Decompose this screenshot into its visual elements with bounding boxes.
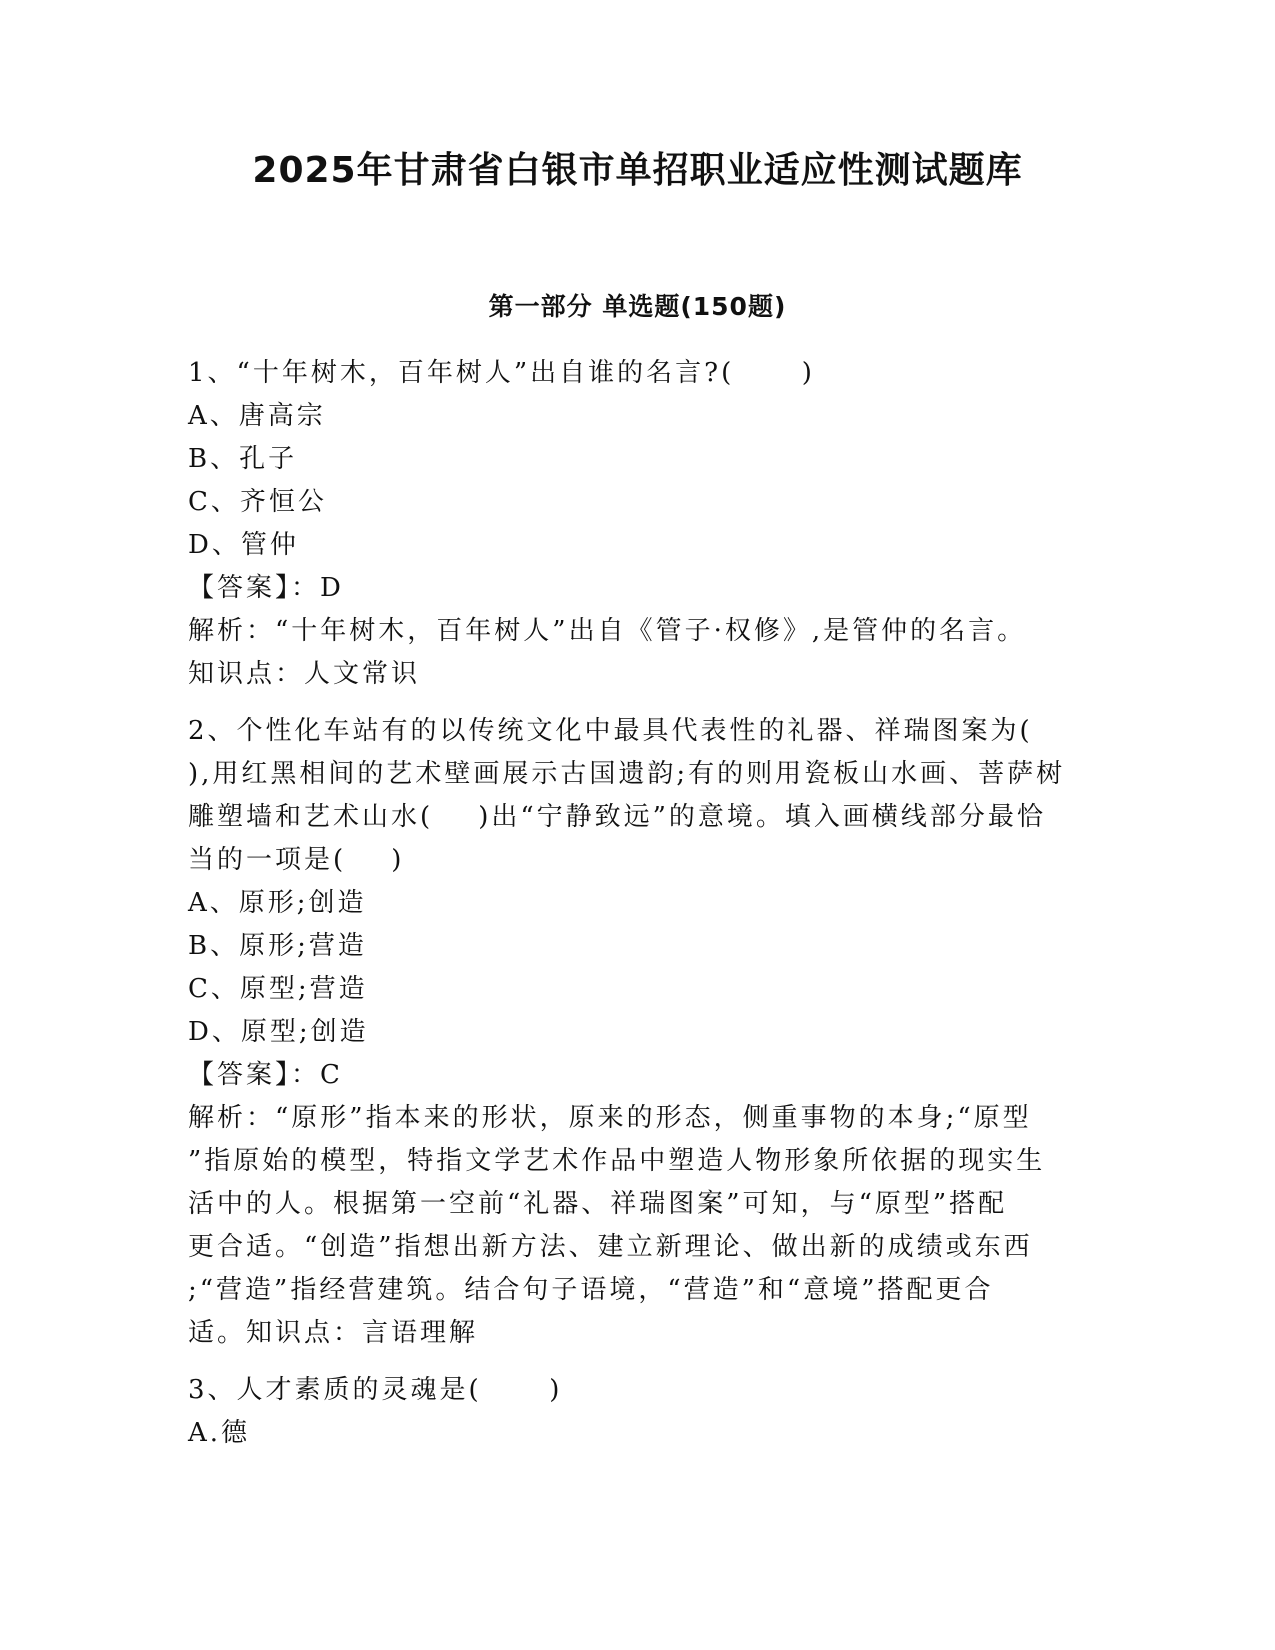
question-1-knowledge-point: 知识点：人文常识 <box>188 659 421 689</box>
question-3-option-a: A.德 <box>188 1418 251 1448</box>
question-1-option-a: A、唐高宗 <box>188 401 326 431</box>
question-1 <box>188 352 1078 696</box>
question-1-option-d: D、管仲 <box>188 530 299 560</box>
question-1-analysis: 解析：“十年树木，百年树人”出自《管子·权修》,是管仲的名言。 <box>188 616 1027 646</box>
question-list <box>188 352 1078 1469</box>
question-2-answer: 【答案】：C <box>188 1060 343 1090</box>
question-2-stem-line: 2、个性化车站有的以传统文化中最具代表性的礼器、祥瑞图案为( <box>188 716 1033 746</box>
question-2-stem-line: ),用红黑相间的艺术壁画展示古国遗韵;有的则用瓷板山水画、菩萨树 <box>188 759 1066 789</box>
question-2-analysis-line: ;“营造”指经营建筑。结合句子语境，“营造”和“意境”搭配更合 <box>188 1275 994 1305</box>
question-3-stem: 3、人才素质的灵魂是( ) <box>188 1375 563 1405</box>
question-2-analysis-line: 适。知识点：言语理解 <box>188 1318 479 1348</box>
section-title: 第一部分 单选题(150题) <box>488 292 787 321</box>
question-2-stem-line: 当的一项是( ) <box>188 845 405 875</box>
question-2-analysis-line: ”指原始的模型，特指文学艺术作品中塑造人物形象所依据的现实生 <box>188 1146 1046 1176</box>
question-2-analysis-line: 更合适。“创造”指想出新方法、建立新理论、做出新的成绩或东西 <box>188 1232 1033 1262</box>
question-2-stem-line: 雕塑墙和艺术山水( )出“宁静致远”的意境。填入画横线部分最恰 <box>188 802 1046 832</box>
question-2-option-b: B、原形;营造 <box>188 931 367 961</box>
page-title: 2025年甘肃省白银市单招职业适应性测试题库 <box>252 150 1023 191</box>
question-2-analysis-line: 解析：“原形”指本来的形状，原来的形态，侧重事物的本身;“原型 <box>188 1103 1032 1133</box>
question-2-analysis-line: 活中的人。根据第一空前“礼器、祥瑞图案”可知，与“原型”搭配 <box>188 1189 1008 1219</box>
question-1-option-b: B、孔子 <box>188 444 298 474</box>
question-2-option-d: D、原型;创造 <box>188 1017 369 1047</box>
question-1-stem: 1、“十年树木，百年树人”出自谁的名言?( ) <box>188 358 815 388</box>
question-2-option-a: A、原形;创造 <box>188 888 367 918</box>
question-2-option-c: C、原型;营造 <box>188 974 368 1004</box>
question-3 <box>188 1369 1078 1455</box>
question-1-option-c: C、齐恒公 <box>188 487 327 517</box>
question-2 <box>188 710 1078 1355</box>
question-1-answer: 【答案】：D <box>188 573 344 603</box>
